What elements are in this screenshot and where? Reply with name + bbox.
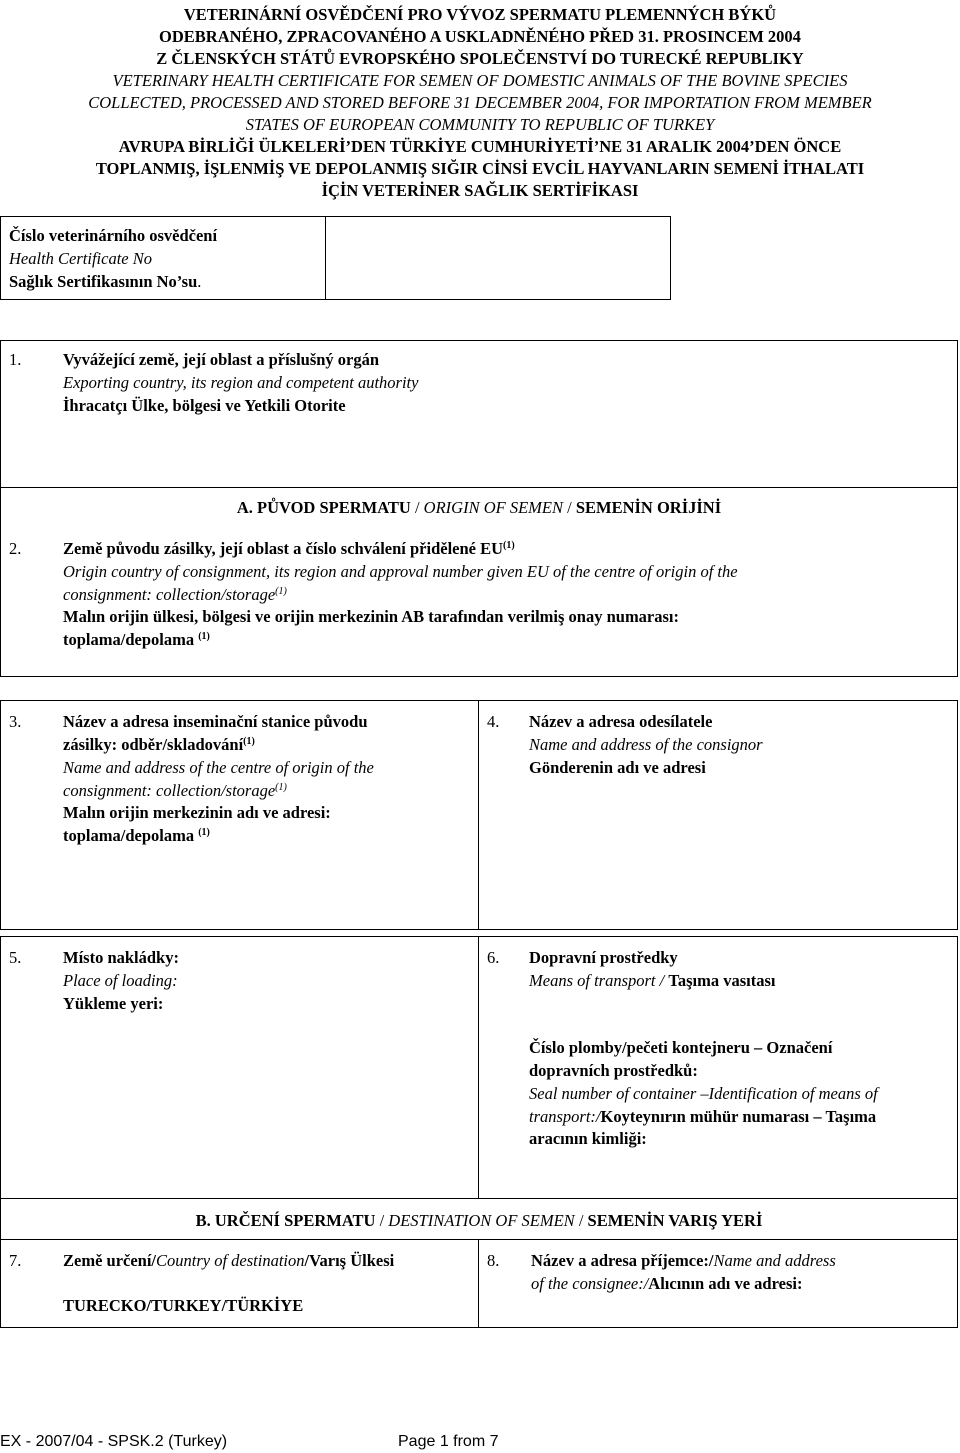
- cert-no-label-tr: Sağlık Sertifikasının No’su.: [9, 272, 202, 291]
- box-5-label-cz: Místo nakládky:: [63, 948, 179, 967]
- certificate-number-field[interactable]: [325, 216, 671, 300]
- box-8-label-b: of the consignee:/Alıcının adı ve adresi:: [531, 1274, 803, 1293]
- box-4-consignor[interactable]: [478, 700, 958, 930]
- box-6-label-en-tr: Means of transport / Taşıma vasıtası: [529, 971, 776, 990]
- title-tr-line1: AVRUPA BİRLİĞİ ÜLKELERİ’DEN TÜRKİYE CUMHURİYETİ’NE 31 ARALIK 2004’DEN ÖNCE: [118, 137, 842, 156]
- box-4-label-tr: Gönderenin adı ve adresi: [529, 758, 706, 777]
- box-1-label-tr: İhracatçı Ülke, bölgesi ve Yetkili Otorite: [63, 396, 346, 415]
- box-3-label-tr-b: toplama/depolama $^{(1)}$: [63, 826, 210, 845]
- title-cz-line3: Z ČLENSKÝCH STÁTŮ EVROPSKÉHO SPOLEČENSTVÍ DO TURECKÉ REPUBLIKY: [156, 49, 804, 68]
- box-6-label-cz: Dopravní prostředky: [529, 948, 678, 967]
- title-tr-line3: İÇİN VETERİNER SAĞLIK SERTİFİKASI: [321, 181, 639, 200]
- box-4-number: 4.: [487, 712, 500, 731]
- footer-reference: EX - 2007/04 - SPSK.2 (Turkey): [0, 1433, 228, 1450]
- title-cz-line1: VETERINÁRNÍ OSVĚDČENÍ PRO VÝVOZ SPERMATU PLEMENNÝCH BÝKŮ: [183, 5, 777, 24]
- box-4-label-cz: Název a adresa odesílatele: [529, 712, 713, 731]
- section-a-origin: [0, 487, 958, 677]
- box-2-label-cz: Země původu zásilky, její oblast a číslo schválení přidělené EU$^{(1)}$: [63, 539, 515, 558]
- box-6-seal-cz-a: Číslo plomby/pečeti kontejneru – Označení: [529, 1038, 833, 1057]
- box-3-label-cz-b: zásilky: odběr/skladování$^{(1)}$: [63, 735, 255, 754]
- cert-no-label-en: Health Certificate No: [9, 249, 152, 268]
- box-3-label-cz-a: Název a adresa inseminační stanice původu: [63, 712, 368, 731]
- box-5-label-en: Place of loading:: [63, 971, 178, 990]
- box-6-seal-tr-b: aracının kimliği:: [529, 1129, 647, 1148]
- box-7-country-of-destination[interactable]: [0, 1239, 479, 1328]
- box-2-label-tr-a: Malın orijin ülkesi, bölgesi ve orijin merkezinin AB tarafından verilmiş onay numarası:: [63, 607, 680, 626]
- section-b-destination: [0, 1198, 958, 1240]
- box-6-seal-en-a: Seal number of container –Identification of means of: [529, 1084, 878, 1103]
- box-3-label-en-b: consignment: collection/storage$^{(1)}$: [63, 781, 287, 800]
- document-title: [8, 4, 952, 202]
- box-7-number: 7.: [9, 1251, 22, 1270]
- box-8-consignee[interactable]: [478, 1239, 958, 1328]
- box-5-label-tr: Yükleme yeri:: [63, 994, 164, 1013]
- box-7-label: Země určení/Country of destination/Varış Ülkesi: [63, 1251, 395, 1270]
- box-3-centre-of-origin[interactable]: [0, 700, 479, 930]
- box-1-number: 1.: [9, 350, 22, 369]
- box-5-number: 5.: [9, 948, 22, 967]
- certificate-number-label-box: [0, 216, 326, 300]
- box-1-label-en: Exporting country, its region and competent authority: [63, 373, 419, 392]
- box-1-label-cz: Vyvážející země, její oblast a příslušný orgán: [63, 350, 380, 369]
- box-1-exporting-country[interactable]: [0, 340, 958, 488]
- box-6-seal-cz-b: dopravních prostředků:: [529, 1061, 698, 1080]
- box-6-number: 6.: [487, 948, 500, 967]
- title-en-line1: VETERINARY HEALTH CERTIFICATE FOR SEMEN OF DOMESTIC ANIMALS OF THE BOVINE SPECIES: [112, 71, 848, 90]
- box-5-place-of-loading[interactable]: [0, 936, 479, 1199]
- title-en-line2: COLLECTED, PROCESSED AND STORED BEFORE 31 DECEMBER 2004, FOR IMPORTATION FROM MEMBER: [88, 93, 872, 112]
- box-6-seal-en-tr: transport:/Koyteynırın mühür numarası – Taşıma: [529, 1107, 877, 1126]
- box-3-label-en-a: Name and address of the centre of origin of the: [63, 758, 374, 777]
- box-2-number: 2.: [9, 539, 22, 558]
- footer-page-number: Page 1 from 7: [398, 1433, 499, 1450]
- box-8-number: 8.: [487, 1251, 500, 1270]
- box-2-label-tr-b: toplama/depolama $^{(1)}$: [63, 630, 210, 649]
- section-a-title: A. PŮVOD SPERMATU / ORIGIN OF SEMEN / SEMENİN ORİJİNİ: [236, 498, 722, 517]
- box-6-means-of-transport[interactable]: [478, 936, 958, 1199]
- box-2-label-en-a: Origin country of consignment, its region and approval number given EU of the centre of origin of the: [63, 562, 738, 581]
- title-tr-line2: TOPLANMIŞ, İŞLENMİŞ VE DEPOLANMIŞ SIĞIR CİNSİ EVCİL HAYVANLARIN SEMENİ İTHALATI: [95, 159, 865, 178]
- box-8-label-a: Název a adresa příjemce:/Name and address: [531, 1251, 836, 1270]
- cert-no-label-cz: Číslo veterinárního osvědčení: [9, 226, 218, 245]
- title-cz-line2: ODEBRANÉHO, ZPRACOVANÉHO A USKLADNĚNÉHO PŘED 31. PROSINCEM 2004: [159, 27, 801, 46]
- box-3-number: 3.: [9, 712, 22, 731]
- title-en-line3: STATES OF EUROPEAN COMMUNITY TO REPUBLIC OF TURKEY: [245, 115, 715, 134]
- box-4-label-en: Name and address of the consignor: [529, 735, 763, 754]
- box-2-label-en-b: consignment: collection/storage$^{(1)}$: [63, 585, 287, 604]
- box-7-value: TURECKO/TURKEY/TÜRKİYE: [63, 1296, 304, 1315]
- section-b-title: B. URČENÍ SPERMATU / DESTINATION OF SEMEN / SEMENİN VARIŞ YERİ: [195, 1211, 763, 1230]
- box-3-label-tr-a: Malın orijin merkezinin adı ve adresi:: [63, 803, 331, 822]
